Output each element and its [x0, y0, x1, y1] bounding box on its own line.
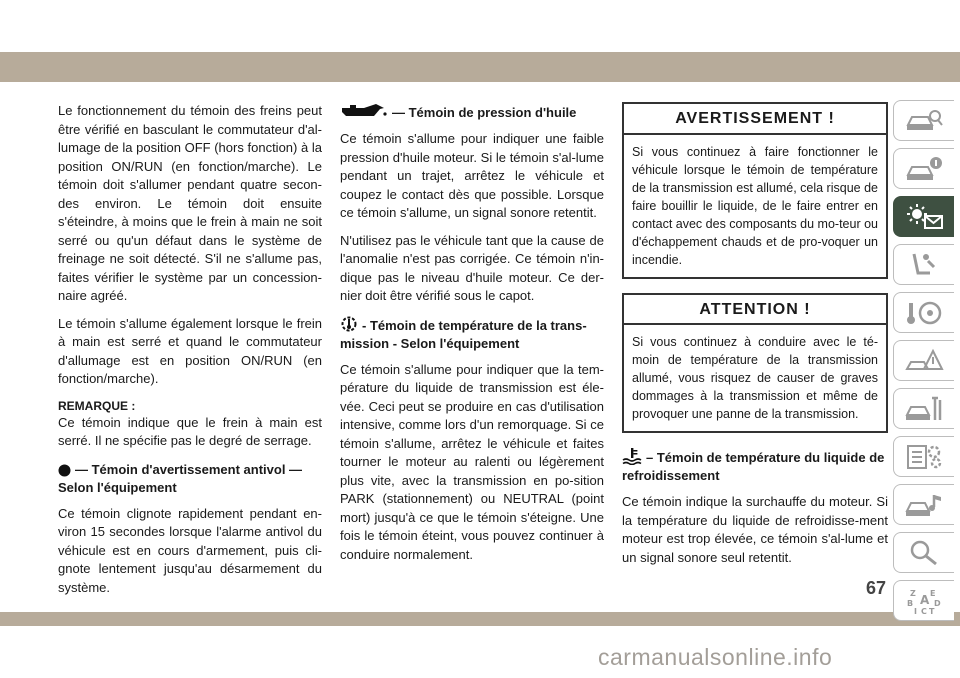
caution-body: Si vous continuez à conduire avec le té-moin de température de la transmission allumé, vous risquez de causer de graves dommages à la transmission et même de provoquer une panne de la transmission. [632, 335, 878, 421]
oil-can-icon [340, 102, 388, 120]
tab-maintenance-list[interactable] [893, 436, 954, 477]
car-info-icon [904, 155, 944, 183]
brake-test-paragraph: Le fonctionnement du témoin des freins peut être vérifié en basculant le commutateur d'al-lumage de la position OFF (hors fonction) à la position ON/RUN (en fonction/marche). Le témoin doit s'allumer pendant quatre secon-des environ. Le témoin doit ensuite s'éteindre, à moins que le frein à main ne soit serré ou qu'un défaut dans le système de freinage ne soit détecté. S'il ne s'allume pas, faites vérifier le système par un concession-naire agréé. [58, 103, 322, 303]
svg-text:B: B [907, 598, 914, 608]
remark-body: Ce témoin indique que le frein à main est serré. Il ne spécifie pas le degré de serrage. [58, 414, 322, 448]
warning-lights-icon [904, 203, 944, 231]
antitheft-paragraph: Ce témoin clignote rapidement pendant en-viron 15 secondes lorsque l'alarme antivol du véhicule est en cours d'armement, puis cli-gnote lentement jusqu'au désarmement du système. [58, 505, 322, 595]
svg-text:Z: Z [910, 588, 916, 598]
tab-multimedia[interactable] [893, 484, 954, 525]
page-number: 67 [866, 578, 887, 598]
index-search-icon [904, 539, 944, 567]
transmission-temp-icon [340, 315, 358, 333]
parking-brake-paragraph: Le témoin s'allume également lorsque le frein à main est serré et quand le commutateur d'allumage est en position ON/RUN (en fonction/marche). [58, 315, 322, 386]
tab-car-info[interactable] [893, 148, 954, 189]
antitheft-heading [58, 461, 322, 497]
car-search-icon [904, 107, 944, 135]
svg-text:A: A [920, 592, 930, 607]
svg-text:D: D [934, 598, 941, 608]
tab-car-search[interactable] [893, 100, 954, 141]
warning-title: AVERTISSEMENT ! [624, 104, 886, 135]
svg-text:C: C [921, 606, 927, 615]
svg-text:E: E [930, 588, 936, 598]
oil-pressure-paragraph-2: N'utilisez pas le véhicule tant que la cause de l'anomalie n'est pas corrigée. Ce témoin n'in-dique pas le niveau d'huile moteur. Ce der-nier doit être vérifié sous le capot. [340, 232, 604, 303]
alphabet-index-icon [904, 587, 944, 615]
car-tools-icon [904, 395, 944, 423]
bottom-band [0, 612, 960, 626]
tab-car-tools[interactable] [893, 388, 954, 429]
warning-box [622, 102, 888, 279]
tab-index-search[interactable] [893, 532, 954, 573]
coolant-temp-heading-text: – Témoin de température du liquide de refroidissement [622, 450, 885, 483]
column-right [622, 102, 888, 576]
antitheft-dot-icon [58, 464, 71, 477]
tab-roadside-hazard[interactable] [893, 340, 954, 381]
watermark: carmanualsonline.info [598, 644, 833, 670]
oil-pressure-heading [340, 102, 604, 122]
airbag-seat-icon [904, 251, 944, 279]
roadside-hazard-icon [904, 347, 944, 375]
oil-pressure-heading-text: — Témoin de pression d'huile [392, 105, 577, 120]
transmission-temp-heading [340, 315, 604, 353]
section-tabs [893, 100, 955, 628]
transmission-temp-paragraph: Ce témoin s'allume pour indiquer que la tem-pérature du liquide de transmission est éle-vée. Ceci peut se produire en cas d'utilisation intensive, comme lors d'un remorquage. Si ce témoin s'allume, arrêtez le véhicule et faites tourner le moteur au ralenti ou légèrement plus vite, avec la transmission en po-sition PARK (stationnement) ou NEUTRAL (point mort) jusqu'à ce que le témoin s'éteigne. Une fois le témoin éteint, vous pouvez continuer à conduire normalement. [340, 361, 604, 562]
svg-text:I: I [914, 606, 917, 615]
svg-text:T: T [929, 606, 935, 615]
multimedia-icon [904, 491, 944, 519]
column-middle [340, 102, 604, 573]
column-left [58, 102, 322, 606]
steering-wheel-icon [904, 299, 944, 327]
maintenance-list-icon [904, 443, 944, 471]
oil-pressure-paragraph-1: Ce témoin s'allume pour indiquer une faible pression d'huile moteur. Si le témoin s'al-lume pendant un trajet, arrêtez le véhicule et coupez le contact dès que possible. Lorsque ce témoin s'allume, un signal sonore retentit. [340, 131, 604, 220]
tab-alphabet-index[interactable] [893, 580, 954, 621]
warning-body: Si vous continuez à faire fonctionner le véhicule lorsque le témoin de température de la transmission est allumé, cela risque de faire bouillir le liquide, de le faire entrer en contact avec des composants du mo-teur ou d'échappement chauds et de pro-voquer un incendie. [632, 144, 878, 267]
antitheft-heading-text: — Témoin d'avertissement antivol — Selon l'équipement [58, 461, 303, 495]
coolant-temp-icon [622, 447, 642, 465]
transmission-temp-heading-text: - Témoin de température de la trans-mission - Selon l'équipement [340, 317, 587, 351]
remark-title: REMARQUE : [58, 398, 136, 413]
caution-box [622, 293, 888, 434]
top-band [0, 52, 960, 82]
coolant-temp-paragraph: Ce témoin indique la surchauffe du moteur. Si la température du liquide de refroidisse-ment moteur est trop élevée, ce témoin s'al-lume et un signal sonore seul retentit. [622, 494, 888, 565]
tab-steering-wheel[interactable] [893, 292, 954, 333]
tab-warning-lights[interactable] [893, 196, 954, 237]
tab-airbag-seat[interactable] [893, 244, 954, 285]
caution-title: ATTENTION ! [624, 295, 886, 326]
coolant-temp-heading [622, 447, 888, 485]
